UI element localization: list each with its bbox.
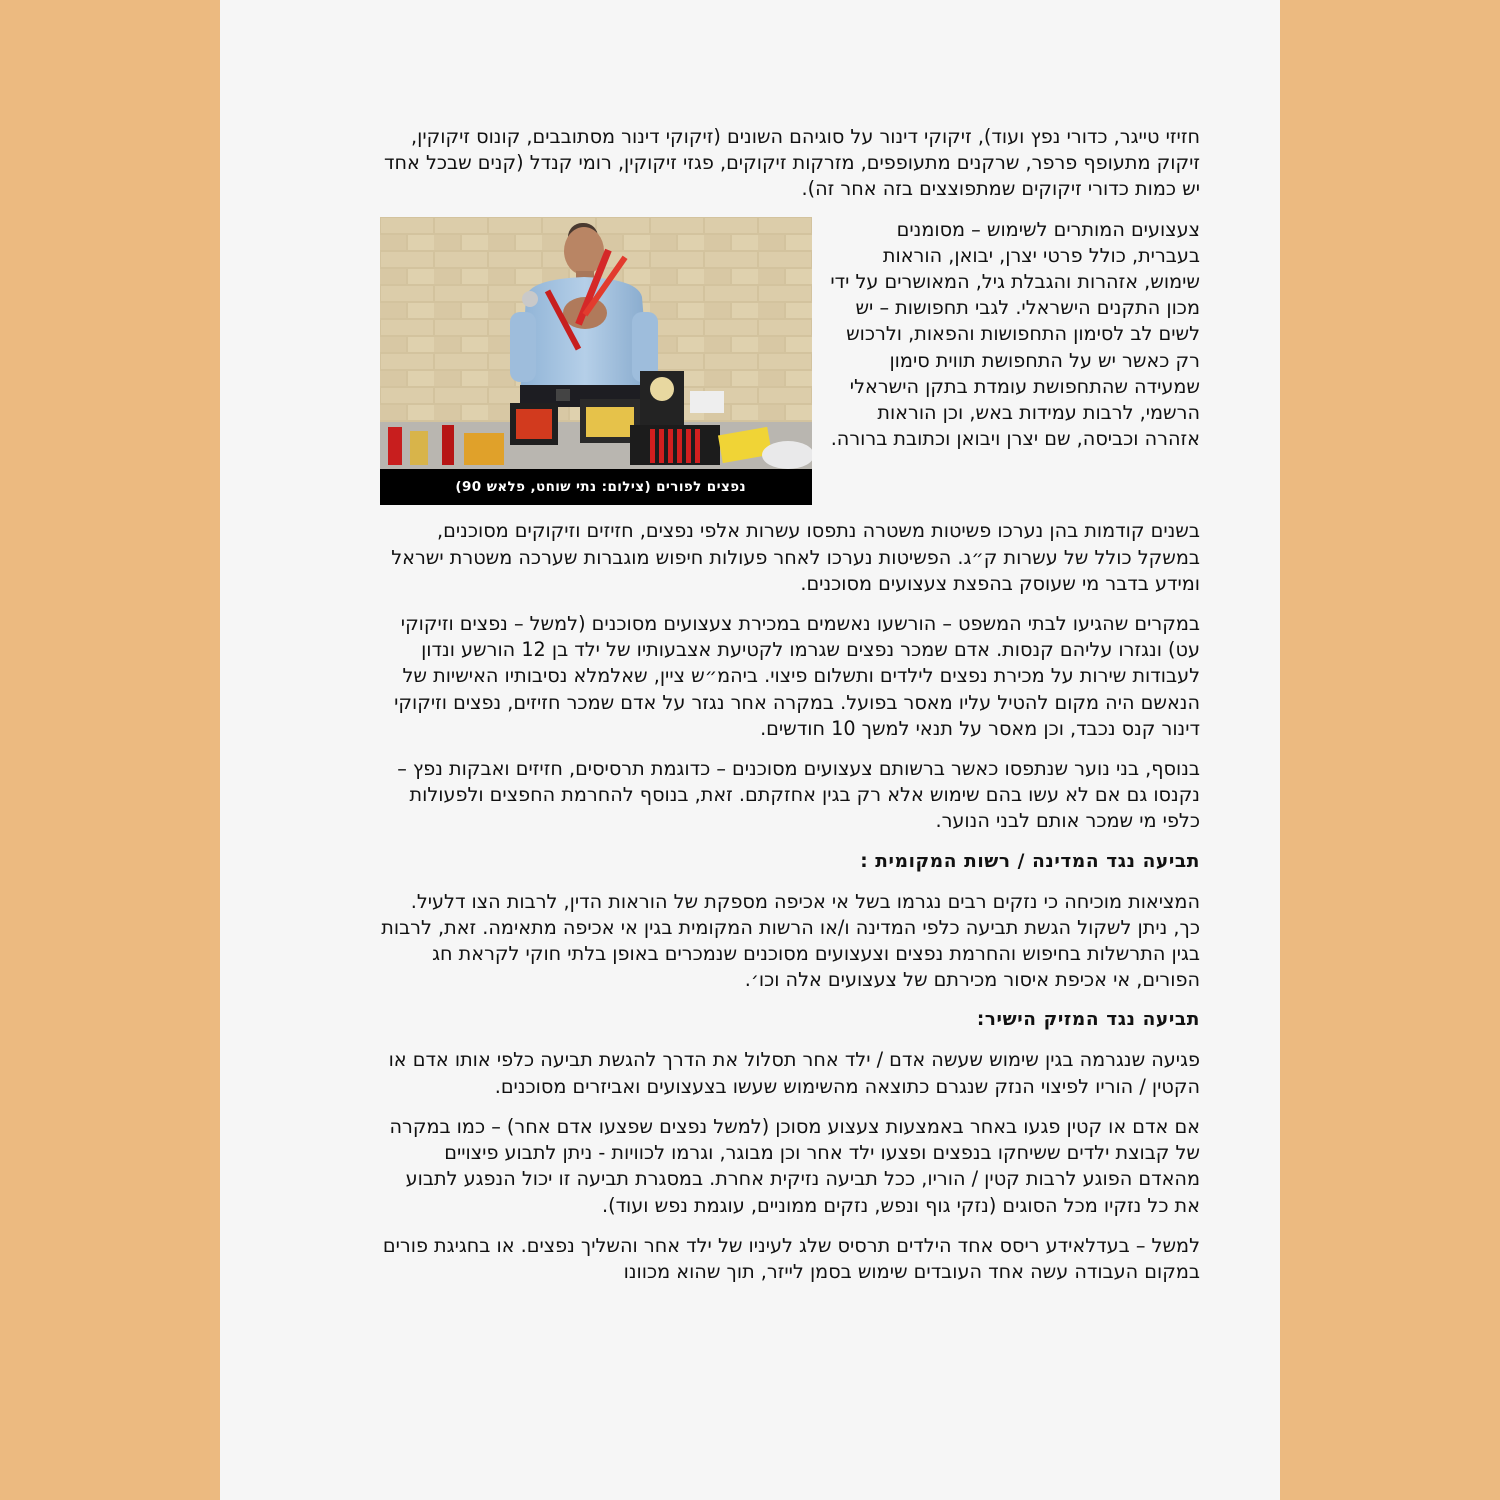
section-heading: תביעה נגד המזיק הישיר: [976,1009,1200,1031]
paragraph: בשנים קודמות בהן נערכו פשיטות משטרה נתפסו עשרות אלפי נפצים, חזיזים וזיקוקים מסוכנים, במשקל כולל של עשרות ק״ג. הפשיטות נערכו לאחר פעולות חיפוש מוגברות שערכה משטרת ישראל ומידע בדבר מי שעוסק בהפצת צעצועים מסוכנים. [391,519,1200,595]
police-officer-fireworks-photo [380,217,812,469]
section-heading: תביעה נגד המדינה / רשות המקומית : [860,850,1200,872]
photo-caption: נפצים לפורים (צילום: נתי שוחט, פלאש 90) [380,469,812,505]
document-page [220,0,1280,1500]
paragraph: פגיעה שנגרמה בגין שימוש שעשה אדם / ילד אחר תסלול את הדרך להגשת תביעה כלפי אותו אדם או הקטין / הוריו לפיצוי הנזק שנגרם כתוצאה מהשימוש שעשו בצעצועים ואביזרים מסוכנים. [388,1048,1200,1098]
paragraph: אם אדם או קטין פגעו באחר באמצעות צעצוע מסוכן (למשל נפצים שפצעו אדם אחר) – כמו במקרה של קבוצת ילדים ששיחקו בנפצים ופצעו ילד אחר וכן מבוגר, וגרמו לכוויות - ניתן לתבוע פיצויים מהאדם הפוגע לרבות קטין / הוריו, ככל תביעה נזיקית אחרת. במסגרת תביעה זו יכול הנפגע לתבוע את כל נזקיו מכל הסוגים (נזקי גוף ונפש, נזקים ממוניים, עוגמת נפש ועוד). [389,1114,1200,1217]
paragraph: במקרים שהגיעו לבתי המשפט – הורשעו נאשמים במכירת צעצועים מסוכנים (למשל – נפצים וזיקוקי עט) ונגזרו עליהם קנסות. אדם שמכר נפצים שגרמו לקטיעת אצבעותיו של ילד בן 12 הורשע ונדון לעבודות שירות על מכירת נפצים לילדים ותשלום פיצוי. ביהמ״ש ציין, שאלמלא נסיבותיו האישיות של הנאשם היה מקום להטיל עליו מאסר בפועל. במקרה אחר נגזר על אדם שמכר חזיזים, נפצים וזיקוקי דינור קנס נכבד, וכן מאסר על תנאי למשך 10 חודשים. [394,612,1200,740]
paragraph: חזיזי טייגר, כדורי נפץ ועוד), זיקוקי דינור על סוגיהם השונים (זיקוקי דינור מסתובבים, קונוס זיקוקין, זיקוק מתעופף פרפר, שרקנים מתעופפים, מזרקות זיקוקים, פגזי זיקוקין, רומי קנדל (קנים שבכל אחד יש כמות כדורי זיקוקים שמתפוצצים בזה אחר זה). [384,125,1200,201]
paragraph: צעצועים המותרים לשימוש – מסומנים בעברית, כולל פרטי יצרן, יבואן, הוראות שימוש, אזהרות והגבלת גיל, המאושרים על ידי מכון התקנים הישראלי. לגבי תחפושות – יש לשים לב לסימון התחפושות והפאות, ולרכוש רק כאשר יש על התחפושת תווית סימון שמעידה שהתחפושת עומדת בתקן הישראלי הרשמי, לרבות עמידות באש, וכן הוראות אזהרה וכביסה, שם יצרן ויבואן וכתובת ברורה. [830,217,1200,451]
paragraph: המציאות מוכיחה כי נזקים רבים נגרמו בשל אי אכיפה מספקת של הוראות הדין, לרבות הצו דלעיל. כך, ניתן לשקול הגשת תביעה כלפי המדינה ו/או הרשות המקומית בגין אי אכיפה מתאימה. זאת, לרבות בגין התרשלות בחיפוש והחרמת נפצים וצעצועים מסוכנים שנמכרים באופן בלתי חוקי לקראת חג הפורים, אי אכיפת איסור מכירתם של צעצועים אלה וכו׳. [381,889,1200,992]
article-body [380,124,1200,1299]
paragraph: למשל – בעדלאידע ריסס אחד הילדים תרסיס שלג לעיניו של ילד אחר והשליך נפצים. או בחגיגת פורים במקום העבודה עשה אחד העובדים שימוש בסמן לייזר, תוך שהוא מכוונו [382,1233,1200,1283]
paragraph: בנוסף, בני נוער שנתפסו כאשר ברשותם צעצועים מסוכנים – כדוגמת תרסיסים, חזיזים ואבקות נפץ – נקנסו גם אם לא עשו בהם שימוש אלא רק בגין אחזקתם. זאת, בנוסף להחרמת החפצים ולפעולות כלפי מי שמכר אותם לבני הנוער. [397,757,1200,833]
photo-figure [380,217,812,505]
